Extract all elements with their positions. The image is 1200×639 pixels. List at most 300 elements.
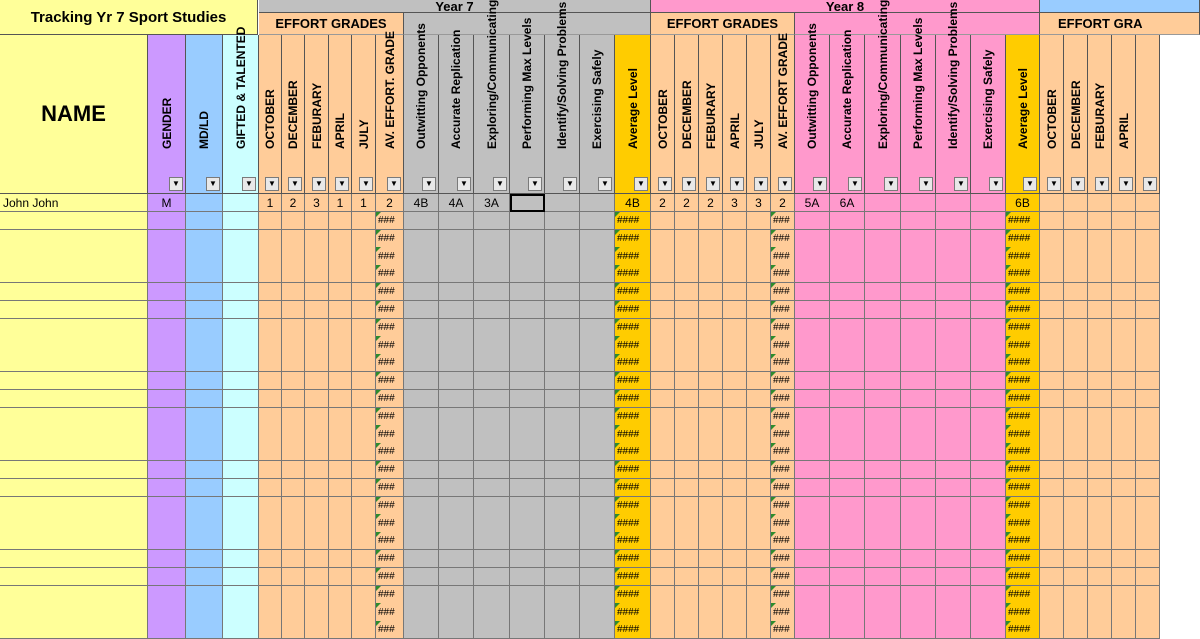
data-cell[interactable] — [675, 336, 699, 354]
filter-dropdown-icon[interactable]: ▼ — [563, 177, 577, 191]
data-cell[interactable] — [830, 461, 865, 479]
data-cell[interactable] — [723, 497, 747, 515]
data-cell[interactable] — [723, 568, 747, 586]
name-cell[interactable] — [0, 230, 148, 248]
data-cell[interactable] — [259, 372, 282, 390]
data-cell[interactable] — [148, 425, 186, 443]
data-cell[interactable] — [1136, 408, 1160, 426]
data-cell[interactable] — [651, 550, 675, 568]
data-cell[interactable] — [901, 497, 936, 515]
data-cell[interactable] — [1088, 319, 1112, 337]
data-cell[interactable] — [259, 265, 282, 283]
data-cell[interactable] — [865, 265, 901, 283]
data-cell[interactable] — [282, 265, 305, 283]
data-cell[interactable] — [1064, 372, 1088, 390]
data-cell[interactable]: #### — [615, 212, 651, 230]
data-cell[interactable] — [865, 425, 901, 443]
data-cell[interactable] — [936, 319, 971, 337]
data-cell[interactable] — [282, 443, 305, 461]
data-cell[interactable] — [580, 443, 615, 461]
data-cell[interactable] — [936, 301, 971, 319]
data-cell[interactable] — [545, 247, 580, 265]
data-cell[interactable]: #### — [615, 425, 651, 443]
data-cell[interactable] — [186, 497, 223, 515]
data-cell[interactable] — [580, 568, 615, 586]
data-cell[interactable] — [305, 301, 329, 319]
data-cell[interactable] — [747, 621, 771, 639]
data-cell[interactable] — [699, 265, 723, 283]
data-cell[interactable] — [747, 390, 771, 408]
data-cell[interactable] — [510, 283, 545, 301]
data-cell[interactable] — [699, 336, 723, 354]
data-cell[interactable] — [830, 301, 865, 319]
data-cell[interactable] — [580, 319, 615, 337]
data-cell[interactable] — [1112, 283, 1136, 301]
data-cell[interactable] — [795, 408, 830, 426]
data-cell[interactable] — [1088, 443, 1112, 461]
data-cell[interactable] — [282, 586, 305, 604]
data-cell[interactable] — [259, 408, 282, 426]
data-cell[interactable] — [1088, 212, 1112, 230]
data-cell[interactable] — [1088, 247, 1112, 265]
data-cell[interactable] — [651, 497, 675, 515]
data-cell[interactable] — [186, 443, 223, 461]
data-cell[interactable] — [329, 372, 352, 390]
data-cell[interactable] — [830, 586, 865, 604]
data-cell[interactable] — [510, 532, 545, 550]
data-cell[interactable] — [971, 443, 1006, 461]
data-cell[interactable] — [148, 621, 186, 639]
data-cell[interactable] — [186, 247, 223, 265]
data-cell[interactable]: ### — [771, 621, 795, 639]
data-cell[interactable] — [675, 425, 699, 443]
data-cell[interactable] — [545, 336, 580, 354]
data-cell[interactable] — [329, 532, 352, 550]
data-cell[interactable] — [971, 372, 1006, 390]
data-cell[interactable] — [223, 301, 259, 319]
data-cell[interactable] — [747, 550, 771, 568]
data-cell[interactable] — [936, 194, 971, 212]
data-cell[interactable] — [352, 265, 376, 283]
data-cell[interactable] — [352, 586, 376, 604]
data-cell[interactable] — [651, 336, 675, 354]
data-cell[interactable]: ### — [771, 443, 795, 461]
data-cell[interactable] — [747, 514, 771, 532]
data-cell[interactable] — [474, 497, 510, 515]
data-cell[interactable] — [259, 514, 282, 532]
data-cell[interactable]: ### — [771, 283, 795, 301]
filter-dropdown-icon[interactable]: ▼ — [1095, 177, 1109, 191]
name-cell[interactable] — [0, 319, 148, 337]
data-cell[interactable] — [259, 319, 282, 337]
data-cell[interactable] — [1088, 390, 1112, 408]
data-cell[interactable] — [352, 390, 376, 408]
data-cell[interactable] — [651, 265, 675, 283]
data-cell[interactable]: #### — [615, 336, 651, 354]
data-cell[interactable] — [723, 621, 747, 639]
data-cell[interactable]: ### — [376, 301, 404, 319]
data-cell[interactable] — [148, 301, 186, 319]
data-cell[interactable] — [282, 550, 305, 568]
data-cell[interactable] — [1136, 372, 1160, 390]
data-cell[interactable] — [259, 425, 282, 443]
data-cell[interactable]: #### — [1006, 479, 1040, 497]
data-cell[interactable]: ### — [771, 497, 795, 515]
data-cell[interactable] — [971, 194, 1006, 212]
data-cell[interactable] — [830, 408, 865, 426]
data-cell[interactable] — [1040, 568, 1064, 586]
data-cell[interactable]: #### — [615, 354, 651, 372]
data-cell[interactable] — [329, 514, 352, 532]
data-cell[interactable] — [747, 532, 771, 550]
data-cell[interactable] — [901, 479, 936, 497]
data-cell[interactable] — [305, 479, 329, 497]
data-cell[interactable] — [404, 461, 439, 479]
data-cell[interactable] — [971, 354, 1006, 372]
data-cell[interactable] — [545, 497, 580, 515]
data-cell[interactable] — [830, 336, 865, 354]
data-cell[interactable] — [352, 319, 376, 337]
data-cell[interactable] — [223, 408, 259, 426]
data-cell[interactable] — [305, 390, 329, 408]
filter-dropdown-icon[interactable]: ▼ — [989, 177, 1003, 191]
data-cell[interactable] — [1064, 461, 1088, 479]
data-cell[interactable] — [474, 586, 510, 604]
data-cell[interactable] — [474, 550, 510, 568]
data-cell[interactable]: ### — [376, 390, 404, 408]
data-cell[interactable] — [1064, 621, 1088, 639]
data-cell[interactable] — [675, 586, 699, 604]
data-cell[interactable] — [699, 532, 723, 550]
data-cell[interactable] — [439, 532, 474, 550]
data-cell[interactable] — [971, 550, 1006, 568]
data-cell[interactable] — [830, 390, 865, 408]
data-cell[interactable] — [971, 497, 1006, 515]
data-cell[interactable] — [1040, 230, 1064, 248]
data-cell[interactable] — [404, 265, 439, 283]
data-cell[interactable] — [1064, 443, 1088, 461]
data-cell[interactable] — [936, 212, 971, 230]
data-cell[interactable] — [1136, 497, 1160, 515]
data-cell[interactable] — [305, 336, 329, 354]
data-cell[interactable] — [474, 603, 510, 621]
data-cell[interactable] — [1088, 479, 1112, 497]
data-cell[interactable] — [971, 230, 1006, 248]
data-cell[interactable] — [329, 461, 352, 479]
data-cell[interactable] — [223, 265, 259, 283]
data-cell[interactable] — [651, 603, 675, 621]
data-cell[interactable]: #### — [1006, 247, 1040, 265]
data-cell[interactable]: M — [148, 194, 186, 212]
data-cell[interactable] — [936, 265, 971, 283]
data-cell[interactable] — [651, 568, 675, 586]
data-cell[interactable] — [675, 603, 699, 621]
data-cell[interactable] — [545, 283, 580, 301]
data-cell[interactable] — [439, 497, 474, 515]
data-cell[interactable] — [1112, 230, 1136, 248]
data-cell[interactable] — [305, 408, 329, 426]
data-cell[interactable] — [148, 390, 186, 408]
data-cell[interactable] — [971, 532, 1006, 550]
data-cell[interactable] — [352, 283, 376, 301]
data-cell[interactable]: #### — [615, 390, 651, 408]
data-cell[interactable] — [474, 319, 510, 337]
data-cell[interactable] — [223, 319, 259, 337]
data-cell[interactable] — [580, 354, 615, 372]
data-cell[interactable] — [510, 550, 545, 568]
data-cell[interactable] — [148, 354, 186, 372]
data-cell[interactable] — [1136, 336, 1160, 354]
data-cell[interactable]: #### — [615, 230, 651, 248]
data-cell[interactable] — [936, 354, 971, 372]
data-cell[interactable]: ### — [376, 319, 404, 337]
data-cell[interactable] — [1112, 265, 1136, 283]
data-cell[interactable] — [352, 301, 376, 319]
data-cell[interactable] — [352, 247, 376, 265]
data-cell[interactable] — [510, 568, 545, 586]
data-cell[interactable] — [865, 479, 901, 497]
data-cell[interactable] — [474, 461, 510, 479]
data-cell[interactable] — [936, 372, 971, 390]
data-cell[interactable] — [699, 443, 723, 461]
data-cell[interactable] — [474, 425, 510, 443]
data-cell[interactable] — [971, 319, 1006, 337]
data-cell[interactable] — [1112, 354, 1136, 372]
data-cell[interactable] — [1088, 265, 1112, 283]
data-cell[interactable] — [971, 247, 1006, 265]
data-cell[interactable] — [404, 230, 439, 248]
data-cell[interactable] — [901, 621, 936, 639]
name-cell[interactable] — [0, 247, 148, 265]
data-cell[interactable] — [723, 212, 747, 230]
data-cell[interactable] — [1064, 265, 1088, 283]
data-cell[interactable]: 3A — [474, 194, 510, 212]
data-cell[interactable] — [1064, 319, 1088, 337]
data-cell[interactable] — [404, 586, 439, 604]
data-cell[interactable] — [439, 550, 474, 568]
data-cell[interactable] — [699, 603, 723, 621]
data-cell[interactable] — [148, 479, 186, 497]
data-cell[interactable]: 2 — [376, 194, 404, 212]
data-cell[interactable]: #### — [615, 479, 651, 497]
data-cell[interactable] — [971, 390, 1006, 408]
name-cell[interactable]: John John — [0, 194, 148, 212]
data-cell[interactable] — [1088, 230, 1112, 248]
data-cell[interactable] — [936, 568, 971, 586]
data-cell[interactable] — [148, 532, 186, 550]
data-cell[interactable] — [723, 230, 747, 248]
filter-dropdown-icon[interactable]: ▼ — [634, 177, 648, 191]
data-cell[interactable] — [545, 603, 580, 621]
data-cell[interactable]: ### — [376, 603, 404, 621]
data-cell[interactable] — [901, 265, 936, 283]
data-cell[interactable] — [865, 194, 901, 212]
filter-dropdown-icon[interactable]: ▼ — [528, 177, 542, 191]
data-cell[interactable]: #### — [1006, 621, 1040, 639]
data-cell[interactable] — [1112, 532, 1136, 550]
data-cell[interactable] — [223, 283, 259, 301]
data-cell[interactable] — [1040, 301, 1064, 319]
data-cell[interactable] — [510, 586, 545, 604]
data-cell[interactable]: ### — [376, 247, 404, 265]
data-cell[interactable] — [830, 568, 865, 586]
filter-dropdown-icon[interactable]: ▼ — [206, 177, 220, 191]
data-cell[interactable] — [404, 568, 439, 586]
data-cell[interactable] — [580, 301, 615, 319]
filter-dropdown-icon[interactable]: ▼ — [359, 177, 373, 191]
data-cell[interactable] — [747, 568, 771, 586]
data-cell[interactable] — [223, 568, 259, 586]
data-cell[interactable] — [1088, 301, 1112, 319]
data-cell[interactable] — [329, 425, 352, 443]
data-cell[interactable]: ### — [771, 425, 795, 443]
data-cell[interactable]: ### — [376, 354, 404, 372]
data-cell[interactable]: ### — [376, 372, 404, 390]
data-cell[interactable] — [404, 603, 439, 621]
data-cell[interactable] — [329, 621, 352, 639]
data-cell[interactable] — [329, 586, 352, 604]
data-cell[interactable] — [580, 425, 615, 443]
data-cell[interactable] — [305, 354, 329, 372]
data-cell[interactable] — [259, 461, 282, 479]
data-cell[interactable] — [580, 247, 615, 265]
data-cell[interactable] — [259, 390, 282, 408]
data-cell[interactable] — [545, 212, 580, 230]
data-cell[interactable] — [223, 514, 259, 532]
data-cell[interactable] — [282, 212, 305, 230]
data-cell[interactable] — [439, 479, 474, 497]
filter-dropdown-icon[interactable]: ▼ — [1119, 177, 1133, 191]
data-cell[interactable]: ### — [771, 408, 795, 426]
data-cell[interactable] — [830, 354, 865, 372]
data-cell[interactable] — [1064, 212, 1088, 230]
data-cell[interactable] — [305, 568, 329, 586]
data-cell[interactable] — [580, 283, 615, 301]
data-cell[interactable] — [186, 532, 223, 550]
data-cell[interactable] — [259, 550, 282, 568]
data-cell[interactable] — [830, 479, 865, 497]
data-cell[interactable] — [1088, 603, 1112, 621]
data-cell[interactable] — [282, 461, 305, 479]
data-cell[interactable] — [282, 301, 305, 319]
data-cell[interactable] — [580, 497, 615, 515]
data-cell[interactable] — [329, 603, 352, 621]
data-cell[interactable] — [1136, 247, 1160, 265]
data-cell[interactable] — [510, 390, 545, 408]
data-cell[interactable] — [305, 372, 329, 390]
data-cell[interactable] — [305, 425, 329, 443]
data-cell[interactable]: #### — [1006, 212, 1040, 230]
data-cell[interactable] — [747, 283, 771, 301]
data-cell[interactable] — [830, 514, 865, 532]
data-cell[interactable] — [259, 586, 282, 604]
data-cell[interactable] — [901, 354, 936, 372]
data-cell[interactable] — [865, 532, 901, 550]
data-cell[interactable] — [439, 621, 474, 639]
data-cell[interactable] — [148, 497, 186, 515]
data-cell[interactable] — [901, 390, 936, 408]
data-cell[interactable] — [282, 532, 305, 550]
data-cell[interactable] — [186, 194, 223, 212]
data-cell[interactable] — [186, 265, 223, 283]
data-cell[interactable] — [865, 408, 901, 426]
data-cell[interactable] — [830, 247, 865, 265]
data-cell[interactable] — [510, 603, 545, 621]
data-cell[interactable] — [675, 443, 699, 461]
data-cell[interactable] — [259, 212, 282, 230]
data-cell[interactable] — [148, 443, 186, 461]
data-cell[interactable] — [723, 408, 747, 426]
data-cell[interactable] — [699, 212, 723, 230]
name-cell[interactable] — [0, 354, 148, 372]
data-cell[interactable] — [651, 621, 675, 639]
data-cell[interactable] — [1040, 212, 1064, 230]
data-cell[interactable] — [439, 212, 474, 230]
data-cell[interactable]: ### — [376, 283, 404, 301]
data-cell[interactable] — [795, 479, 830, 497]
data-cell[interactable] — [1040, 461, 1064, 479]
data-cell[interactable] — [259, 443, 282, 461]
data-cell[interactable] — [305, 265, 329, 283]
data-cell[interactable] — [1040, 532, 1064, 550]
data-cell[interactable] — [439, 425, 474, 443]
data-cell[interactable]: ### — [771, 603, 795, 621]
data-cell[interactable] — [282, 479, 305, 497]
data-cell[interactable] — [352, 603, 376, 621]
data-cell[interactable] — [971, 621, 1006, 639]
filter-dropdown-icon[interactable]: ▼ — [778, 177, 792, 191]
data-cell[interactable] — [1088, 532, 1112, 550]
data-cell[interactable] — [580, 230, 615, 248]
data-cell[interactable] — [223, 621, 259, 639]
data-cell[interactable] — [723, 479, 747, 497]
data-cell[interactable] — [1112, 603, 1136, 621]
name-cell[interactable] — [0, 461, 148, 479]
data-cell[interactable] — [305, 497, 329, 515]
data-cell[interactable] — [510, 479, 545, 497]
data-cell[interactable] — [651, 479, 675, 497]
data-cell[interactable] — [1064, 283, 1088, 301]
data-cell[interactable]: ### — [771, 390, 795, 408]
data-cell[interactable] — [223, 461, 259, 479]
data-cell[interactable] — [580, 265, 615, 283]
data-cell[interactable]: #### — [1006, 336, 1040, 354]
data-cell[interactable] — [651, 230, 675, 248]
data-cell[interactable] — [1040, 390, 1064, 408]
name-cell[interactable] — [0, 301, 148, 319]
data-cell[interactable] — [651, 212, 675, 230]
data-cell[interactable] — [675, 283, 699, 301]
data-cell[interactable] — [1112, 497, 1136, 515]
data-cell[interactable] — [439, 390, 474, 408]
data-cell[interactable] — [651, 390, 675, 408]
data-cell[interactable]: ### — [771, 336, 795, 354]
data-cell[interactable] — [795, 532, 830, 550]
data-cell[interactable] — [723, 265, 747, 283]
data-cell[interactable] — [865, 230, 901, 248]
data-cell[interactable]: #### — [1006, 568, 1040, 586]
filter-dropdown-icon[interactable]: ▼ — [813, 177, 827, 191]
data-cell[interactable] — [545, 194, 580, 212]
name-cell[interactable] — [0, 336, 148, 354]
data-cell[interactable] — [936, 283, 971, 301]
data-cell[interactable] — [223, 443, 259, 461]
data-cell[interactable] — [699, 425, 723, 443]
data-cell[interactable] — [747, 425, 771, 443]
data-cell[interactable] — [830, 550, 865, 568]
data-cell[interactable] — [1136, 621, 1160, 639]
data-cell[interactable] — [510, 194, 545, 212]
